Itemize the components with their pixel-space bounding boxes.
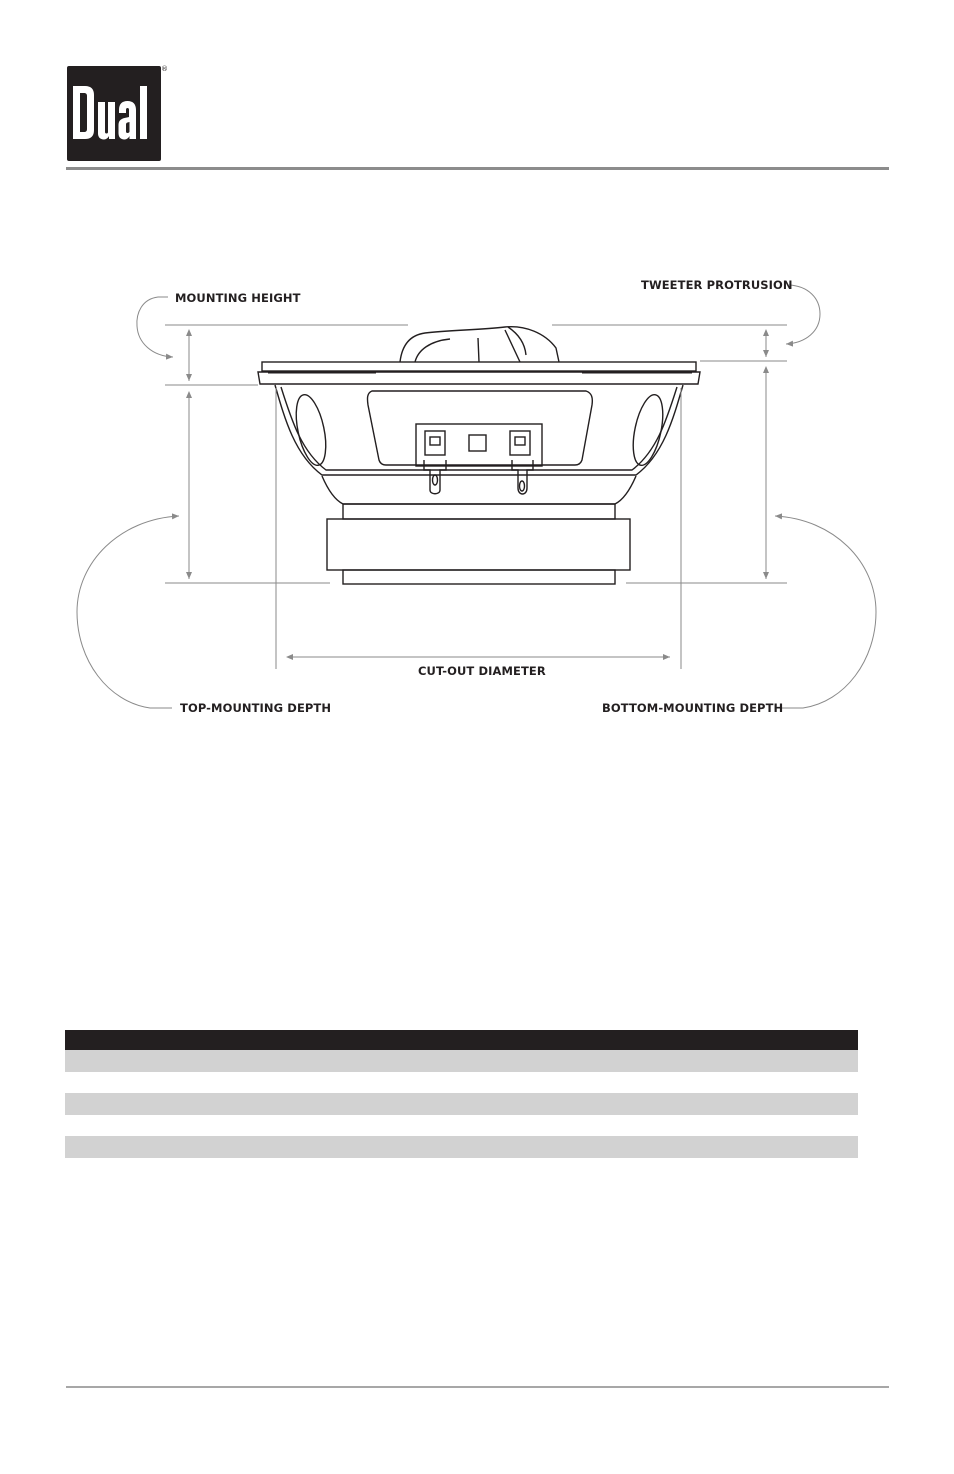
- table-row: [65, 1072, 858, 1094]
- bottom-mounting-depth-label: BOTTOM-MOUNTING DEPTH: [602, 701, 784, 715]
- table-header: [65, 1030, 858, 1050]
- footer-rule: [66, 1386, 889, 1388]
- cut-out-diameter-label: CUT-OUT DIAMETER: [418, 664, 546, 678]
- table-row: [65, 1093, 858, 1115]
- table-row: [65, 1115, 858, 1137]
- table-row: [65, 1136, 858, 1158]
- top-mounting-depth-label: TOP-MOUNTING DEPTH: [180, 701, 332, 715]
- tweeter-protrusion-label: TWEETER PROTRUSION: [641, 278, 793, 292]
- speaker-drawing: [258, 327, 700, 584]
- registered-mark: ®: [161, 65, 168, 73]
- mounting-height-label: MOUNTING HEIGHT: [175, 291, 301, 305]
- spec-table: [65, 1030, 858, 1158]
- table-row: [65, 1050, 858, 1072]
- callout-arrows: [77, 285, 876, 708]
